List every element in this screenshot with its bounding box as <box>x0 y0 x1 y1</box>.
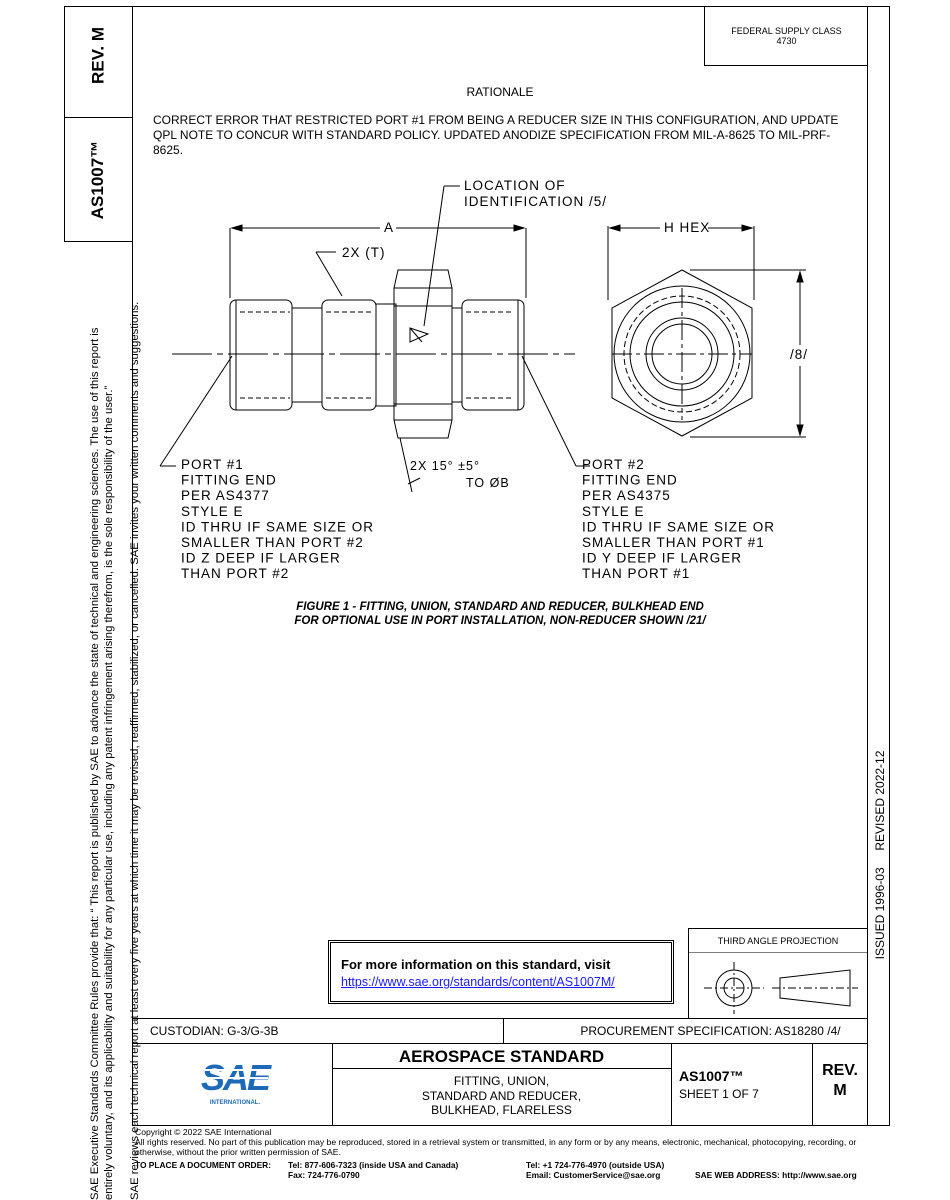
port2-line: STYLE E <box>582 503 645 519</box>
rationale-title: RATIONALE <box>466 85 534 99</box>
dim-a-label: A <box>384 220 395 235</box>
sheet-number: SHEET 1 OF 7 <box>679 1087 759 1101</box>
issued-revised: ISSUED 1996-03 REVISED 2022-12 <box>873 750 887 960</box>
projection-symbol <box>688 952 868 1018</box>
port1-line: ID THRU IF SAME SIZE OR <box>181 519 375 535</box>
port2-notes <box>582 457 775 581</box>
port2-line: ID Y DEEP IF LARGER <box>582 550 743 566</box>
fsc-value: 4730 <box>776 36 797 46</box>
document-number: AS1007™ <box>679 1068 744 1084</box>
loc-label-1: LOCATION OF <box>464 178 566 193</box>
figure-caption <box>132 600 868 628</box>
web-address: SAE WEB ADDRESS: http://www.sae.org <box>695 1170 857 1180</box>
port1-line: PER AS4377 <box>181 488 270 504</box>
rights-notice: All rights reserved. No part of this publication may be reproduced, stored in a retrieval system or transmitted, in any form or by any means, electronic, mechanical, photocopying, recording, or otherwise, without the prior written permission of SAE. <box>135 1136 857 1157</box>
fax: Fax: 724-776-0790 <box>288 1170 360 1180</box>
port2-line: ID THRU IF SAME SIZE OR <box>582 519 776 535</box>
fsc-label: FEDERAL SUPPLY CLASS <box>731 26 842 36</box>
info-title: For more information on this standard, visit <box>341 957 611 972</box>
title-line-3: BULKHEAD, FLARELESS <box>431 1103 572 1117</box>
rationale-body: CORRECT ERROR THAT RESTRICTED PORT #1 FROM BEING A REDUCER SIZE IN THIS CONFIGURATION, AND UPDATE QPL NOTE TO CONCUR WITH STANDARD POLICY. UPDATED ANODIZE SPECIFICATION FROM MIL-A-8625 TO MIL-PRF-8625. <box>153 113 839 157</box>
port2-line: PORT #2 <box>582 457 645 472</box>
figure-caption-line-2: FOR OPTIONAL USE IN PORT INSTALLATION, NON-REDUCER SHOWN /21/ <box>294 615 706 627</box>
procurement-text: PROCUREMENT SPECIFICATION: AS18280 /4/ <box>580 1024 841 1038</box>
notice-line-1: SAE Executive Standards Committee Rules provide that: “ This report is published by SAE to advance the state of technical and engineering sciences. The use of this report is <box>89 327 101 1200</box>
order-label: TO PLACE A DOCUMENT ORDER: <box>135 1160 272 1170</box>
rev-label: REV. <box>822 1062 858 1079</box>
copyright: Copyright © 2022 SAE International <box>135 1127 272 1137</box>
copyright-block <box>135 1128 895 1157</box>
port2-line: PER AS4375 <box>582 488 671 504</box>
rev-vertical <box>89 20 108 92</box>
loc-label-2: IDENTIFICATION /5/ <box>464 194 608 209</box>
angle-label-1: 2X 15° ±5° <box>410 459 480 473</box>
port2-line: FITTING END <box>582 472 678 488</box>
document-title <box>332 1074 671 1118</box>
logo-text: SAE <box>200 1057 270 1098</box>
port2-line: THAN PORT #1 <box>582 566 691 582</box>
procurement-spec <box>503 1024 903 1038</box>
logo-subtext: INTERNATIONAL. <box>209 1100 261 1106</box>
port1-line: PORT #1 <box>181 457 244 472</box>
document-category: AEROSPACE STANDARD <box>398 1047 605 1066</box>
dim-t-label: 2X (T) <box>342 245 386 260</box>
email: Email: CustomerService@sae.org <box>526 1170 661 1180</box>
doc-number-vertical: AS1007™ <box>88 140 107 220</box>
notice-line-3: SAE reviews each technical report at least every five years at which time it may be revised, reaffirmed, stabilized, or cancelled. SAE invites your written comments and suggestions. <box>129 301 141 1200</box>
tel-us: Tel: 877-606-7323 (inside USA and Canada) <box>288 1160 459 1170</box>
custodian: CUSTODIAN: G-3/G-3B <box>150 1024 279 1038</box>
port1-notes <box>181 457 374 581</box>
title-line-2: STANDARD AND REDUCER, <box>421 1088 582 1103</box>
tel-intl: Tel: +1 724-776-4970 (outside USA) <box>526 1160 665 1170</box>
dim-8-label: /8/ <box>790 347 809 362</box>
divider <box>671 1044 672 1126</box>
angle-label-2: TO ØB <box>466 476 510 490</box>
port1-line: FITTING END <box>181 472 277 488</box>
title-line-1: FITTING, UNION, <box>453 1074 550 1088</box>
sae-logo <box>190 1054 280 1114</box>
port1-line: THAN PORT #2 <box>181 566 290 582</box>
rev-vertical-value: M <box>88 26 108 42</box>
figure-caption-line-1: FIGURE 1 - FITTING, UNION, STANDARD AND REDUCER, BULKHEAD END <box>296 601 704 613</box>
sae-notice <box>88 120 141 1200</box>
rev-value: M <box>833 1082 847 1099</box>
divider <box>332 1068 671 1069</box>
port1-line: SMALLER THAN PORT #2 <box>181 535 364 550</box>
info-box <box>328 940 674 1004</box>
port2-line: SMALLER THAN PORT #1 <box>582 535 765 550</box>
fitting-drawing <box>132 170 868 610</box>
port1-line: STYLE E <box>181 503 244 519</box>
rev-vertical-label: REV. <box>88 45 108 85</box>
notice-line-2: entirely voluntary, and its applicability and suitability for any particular use, including any patent infringement arising therefrom, is the sole responsibility of the user.” <box>103 385 115 1200</box>
dim-hhex-label: H HEX <box>664 220 711 235</box>
standard-link[interactable]: https://www.sae.org/standards/content/AS1007M/ <box>341 975 615 989</box>
port1-line: ID Z DEEP IF LARGER <box>181 550 341 566</box>
third-angle-label: THIRD ANGLE PROJECTION <box>717 936 839 946</box>
federal-supply-class <box>704 6 868 66</box>
